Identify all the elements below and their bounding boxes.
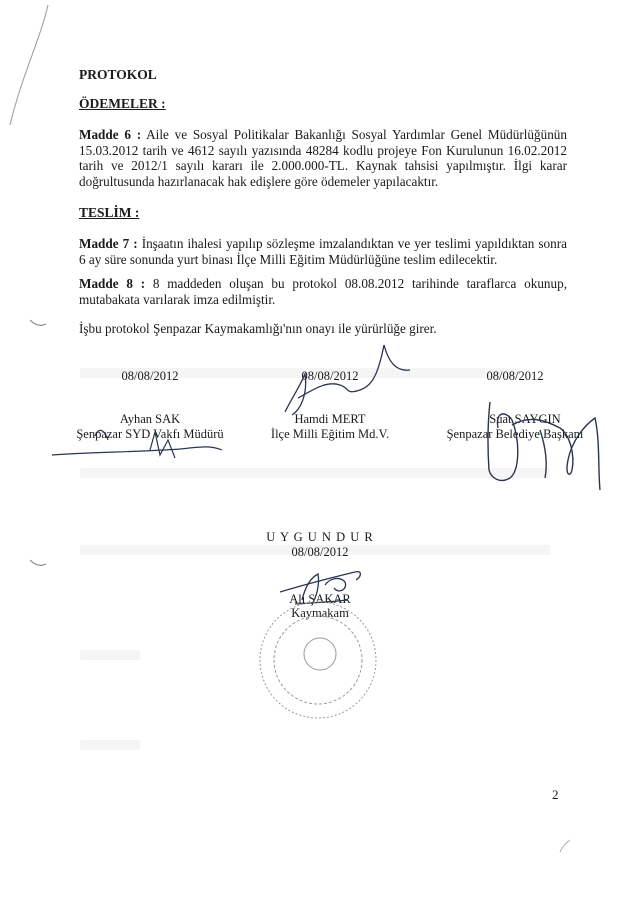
approval-label: U Y G U N D U R bbox=[266, 530, 374, 544]
document-title: PROTOKOL bbox=[79, 67, 157, 82]
official-seal bbox=[260, 602, 376, 718]
article-7-label: Madde 7 : bbox=[79, 236, 138, 251]
signatory-3-name: Suat SAYGIN bbox=[489, 412, 561, 426]
signatory-3-date: 08/08/2012 bbox=[486, 369, 544, 383]
article-8-text: 8 maddeden oluşan bu protokol 08.08.2012 tarihinde taraflarca okunup, mutabakata varılarak imza edilmiştir. bbox=[79, 276, 567, 307]
page-number: 2 bbox=[552, 787, 559, 802]
section-heading-delivery: TESLİM : bbox=[79, 205, 140, 220]
signatory-2-name: Hamdi MERT bbox=[294, 412, 366, 426]
signatory-2-title: İlçe Milli Eğitim Md.V. bbox=[270, 427, 390, 441]
signatory-1-title: Şenpazar SYD Vakfı Müdürü bbox=[76, 427, 224, 441]
signatory-3-title: Şenpazar Belediye Başkanı bbox=[446, 427, 584, 441]
approval-title: Kaymakam bbox=[291, 606, 349, 620]
article-7-text: İnşaatın ihalesi yapılıp sözleşme imzalandıktan ve yer teslimi yapıldıktan sonra 6 ay süre sonunda yurt binası İlçe Milli Eğitim Müdürlüğüne teslim edilecektir. bbox=[79, 236, 567, 267]
signatory-2-date: 08/08/2012 bbox=[301, 369, 359, 383]
signature-approval bbox=[280, 572, 360, 604]
approval-date: 08/08/2012 bbox=[291, 545, 349, 559]
signatory-1-date: 08/08/2012 bbox=[121, 369, 179, 383]
approval-name: Ali ŞAKAR bbox=[289, 592, 351, 606]
closing-statement: İşbu protokol Şenpazar Kaymakamlığı'nın onayı ile yürürlüğe girer. bbox=[79, 321, 437, 336]
article-6-text: Aile ve Sosyal Politikalar Bakanlığı Sosyal Yardımlar Genel Müdürlüğünün 15.03.2012 tarih ve 4612 sayılı yazısında 48284 kodlu projeye Fon Kurulunun 16.02.2012 tarih ve 2012/1 sayılı kararı ile 2.000.000-TL. Kaynak tahsisi yapılmıştır. İlgi karar doğrultusunda hazırlanacak hak edişlere göre ödemeler yapılacaktır. bbox=[79, 127, 567, 189]
section-heading-payments: ÖDEMELER : bbox=[79, 96, 166, 111]
article-8-label: Madde 8 : bbox=[79, 276, 146, 291]
signatory-1-name: Ayhan SAK bbox=[119, 412, 181, 426]
article-6-label: Madde 6 : bbox=[79, 127, 142, 142]
